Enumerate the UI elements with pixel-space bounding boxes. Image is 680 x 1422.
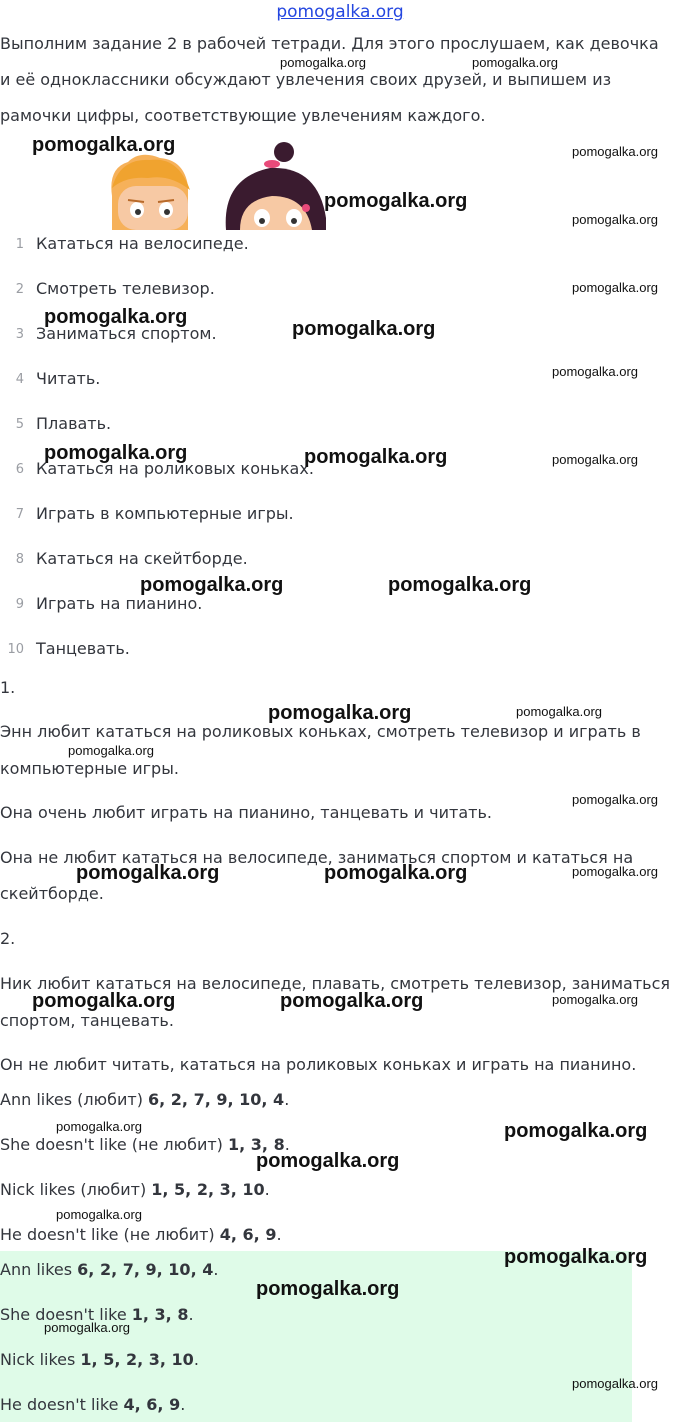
- summary-end: .: [276, 1225, 282, 1244]
- section-1-p2: Она очень любит играть на пианино, танцевать и читать.: [0, 803, 492, 822]
- list-item-text: Смотреть телевизор.: [36, 279, 215, 298]
- summary-end: .: [264, 1180, 270, 1199]
- list-item-text: Кататься на велосипеде.: [36, 234, 249, 253]
- section-2-p1-line1: Ник любит кататься на велосипеде, плавать, смотреть телевизор, заниматься: [0, 974, 670, 993]
- girl-illustration: [226, 142, 326, 230]
- summary-numbers: 6, 2, 7, 9, 10, 4: [148, 1090, 285, 1109]
- list-item-number: 8: [15, 552, 24, 567]
- list-item-number: 7: [15, 507, 24, 522]
- boy-illustration: [111, 155, 190, 230]
- answer-end: .: [193, 1350, 199, 1369]
- list-item-number: 9: [15, 597, 24, 612]
- summary-line: [0, 1135, 290, 1154]
- section-1-label: 1.: [0, 678, 16, 697]
- watermark: pomogalka.org: [324, 862, 468, 884]
- summary-line: [0, 1180, 270, 1199]
- list-item-text: Играть в компьютерные игры.: [36, 504, 294, 523]
- answer-line: [0, 1350, 199, 1369]
- answer-end: .: [213, 1260, 219, 1279]
- summary-end: .: [284, 1090, 290, 1109]
- list-item-number: 5: [15, 417, 24, 432]
- watermark: pomogalka.org: [280, 990, 424, 1012]
- watermark: pomogalka.org: [572, 1376, 658, 1391]
- watermark: pomogalka.org: [572, 212, 658, 227]
- watermark: pomogalka.org: [504, 1246, 648, 1268]
- list-item-text: Кататься на роликовых коньках.: [36, 459, 314, 478]
- list-item-number: 10: [7, 642, 24, 657]
- watermark: pomogalka.org: [572, 144, 658, 159]
- summary-prefix: He doesn't like (не любит): [0, 1225, 220, 1244]
- watermark: pomogalka.org: [552, 992, 638, 1007]
- answer-end: .: [188, 1305, 194, 1324]
- watermark: pomogalka.org: [32, 990, 176, 1012]
- answer-prefix: She doesn't like: [0, 1305, 132, 1324]
- summary-prefix: She doesn't like (не любит): [0, 1135, 229, 1154]
- watermark: pomogalka.org: [76, 862, 220, 884]
- summary-end: .: [284, 1135, 290, 1154]
- intro-paragraph: Выполним задание 2 в рабочей тетради. Для этого прослушаем, как девочка и её одноклассники обсуждают увлечения своих друзей, и выпишем из рамочки цифры, соответствующие увлечениям каждого.: [0, 34, 659, 125]
- answer-line: [0, 1260, 218, 1279]
- watermark: pomogalka.org: [292, 318, 436, 340]
- section-1-p1-line2: компьютерные игры.: [0, 759, 179, 778]
- watermark: pomogalka.org: [304, 446, 448, 468]
- list-item-number: 1: [15, 237, 24, 252]
- summary-numbers: 1, 3, 8: [228, 1135, 285, 1154]
- watermark: pomogalka.org: [572, 792, 658, 807]
- watermark: pomogalka.org: [472, 55, 558, 70]
- watermark: pomogalka.org: [44, 442, 188, 464]
- list-item-text: Плавать.: [36, 414, 112, 433]
- watermark: pomogalka.org: [280, 55, 366, 70]
- watermark: pomogalka.org: [56, 1207, 142, 1222]
- watermark: pomogalka.org: [32, 134, 176, 156]
- watermark: pomogalka.org: [56, 1119, 142, 1134]
- watermark: pomogalka.org: [44, 306, 188, 328]
- list-item-number: 4: [15, 372, 24, 387]
- section-2-label: 2.: [0, 929, 16, 948]
- summary-prefix: Nick likes (любит): [0, 1180, 152, 1199]
- site-link[interactable]: pomogalka.org: [276, 2, 404, 22]
- list-item-text: Кататься на скейтборде.: [36, 549, 248, 568]
- list-item-text: Читать.: [36, 369, 101, 388]
- section-2-p2: Он не любит читать, кататься на роликовых коньках и играть на пианино.: [0, 1055, 637, 1074]
- watermark: pomogalka.org: [256, 1278, 400, 1300]
- watermark: pomogalka.org: [552, 364, 638, 379]
- watermark: pomogalka.org: [324, 190, 468, 212]
- answer-prefix: He doesn't like: [0, 1395, 124, 1414]
- section-1-p3-line2: скейтборде.: [0, 884, 104, 903]
- section-1-p3-line1: Она не любит кататься на велосипеде, заниматься спортом и кататься на: [0, 848, 634, 867]
- list-item-number: 3: [15, 327, 24, 342]
- summary-line: [0, 1090, 289, 1109]
- answer-numbers: 4, 6, 9: [123, 1395, 181, 1414]
- watermark: pomogalka.org: [572, 280, 658, 295]
- watermark: pomogalka.org: [572, 864, 658, 879]
- answer-numbers: 6, 2, 7, 9, 10, 4: [77, 1260, 214, 1279]
- list-item-number: 2: [15, 282, 24, 297]
- answer-prefix: Nick likes: [0, 1350, 81, 1369]
- watermark: pomogalka.org: [140, 574, 284, 596]
- watermark: pomogalka.org: [388, 574, 532, 596]
- summary-numbers: 4, 6, 9: [219, 1225, 277, 1244]
- summary-line: [0, 1225, 282, 1244]
- watermark: pomogalka.org: [268, 702, 412, 724]
- answer-numbers: 1, 3, 8: [131, 1305, 189, 1324]
- watermark: pomogalka.org: [256, 1150, 400, 1172]
- section-2-p1-line2: спортом, танцевать.: [0, 1011, 174, 1030]
- watermark: pomogalka.org: [504, 1120, 648, 1142]
- list-item-number: 6: [15, 462, 24, 477]
- watermark: pomogalka.org: [516, 704, 602, 719]
- list-item-text: Заниматься спортом.: [36, 324, 217, 343]
- answer-end: .: [180, 1395, 186, 1414]
- list-item-text: Играть на пианино.: [36, 594, 203, 613]
- summary-prefix: Ann likes (любит): [0, 1090, 149, 1109]
- watermark: pomogalka.org: [68, 743, 154, 758]
- watermark: pomogalka.org: [552, 452, 638, 467]
- list-item-text: Танцевать.: [36, 639, 130, 658]
- answer-prefix: Ann likes: [0, 1260, 78, 1279]
- answer-numbers: 1, 5, 2, 3, 10: [80, 1350, 194, 1369]
- watermark: pomogalka.org: [44, 1320, 130, 1335]
- summary-numbers: 1, 5, 2, 3, 10: [151, 1180, 265, 1199]
- answer-line: [0, 1395, 185, 1414]
- section-1-p1-line1: Энн любит кататься на роликовых коньках, смотреть телевизор и играть в: [0, 722, 641, 741]
